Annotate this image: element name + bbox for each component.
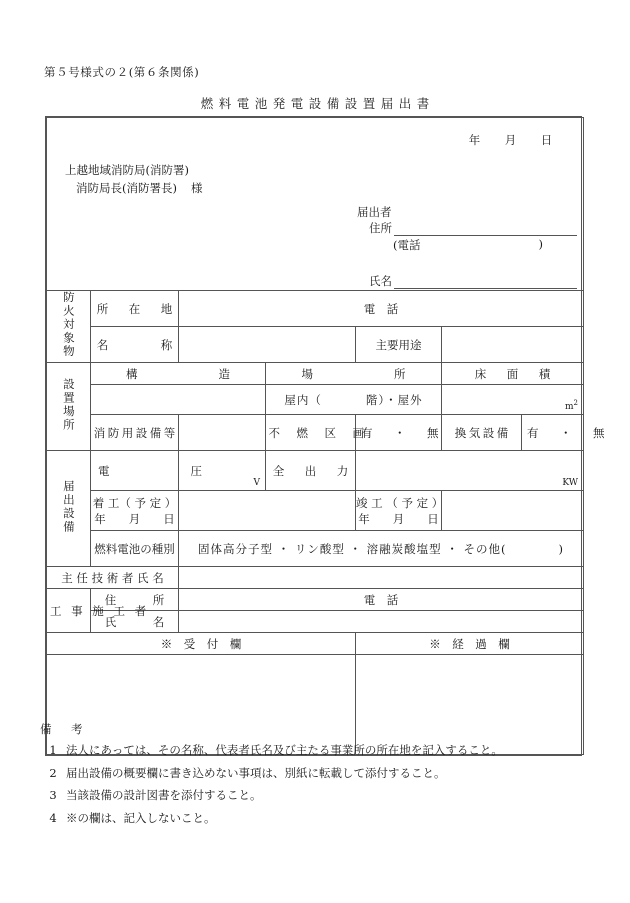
date-day-label: 日 <box>540 133 554 147</box>
install-place-row-label-cell <box>47 363 91 451</box>
fuelcell-type-options: 固体高分子型 ・ リン酸型 ・ 溶融炭酸塩型 ・ その他( <box>198 541 507 556</box>
voltage-label: 電 圧 <box>91 451 179 491</box>
fuelcell-type-options-cell[interactable] <box>179 531 584 567</box>
output-unit: KW <box>562 478 579 489</box>
structure-label: 構 造 <box>91 363 266 385</box>
office-use-heading-row <box>47 633 584 655</box>
contractor-row-label: 工 事 施 工 者 <box>47 589 91 633</box>
remark-item <box>40 765 600 781</box>
form-table-frame <box>45 116 610 756</box>
contractor-name-input[interactable] <box>179 611 584 633</box>
contractor-tel-cell[interactable] <box>179 589 584 611</box>
location-tel-label: 電 話 <box>363 301 399 316</box>
date-year-label: 年 <box>468 133 482 147</box>
ventilation-label: 換気設備 <box>442 415 522 451</box>
ventilation-value[interactable]: 有 ・ 無 <box>522 415 584 451</box>
object-name-label: 名 称 <box>91 327 179 363</box>
applicant-tel-close: ) <box>538 237 543 251</box>
contractor-tel-label: 電 話 <box>363 592 399 607</box>
finish-date-label <box>356 491 442 531</box>
place-indoor-outdoor-cell[interactable] <box>266 385 442 415</box>
finish-date-label-line1: 竣 工 （ 予 定 ） <box>356 495 444 510</box>
location-label: 所 在 地 <box>91 291 179 327</box>
remark-item <box>40 787 600 803</box>
contractor-name-row <box>47 611 584 633</box>
chief-engineer-input[interactable] <box>179 567 584 589</box>
contractor-name-label: 氏 名 <box>91 611 179 633</box>
applicant-title: 届出者 <box>357 205 392 219</box>
header-block <box>47 118 583 290</box>
notified-equipment-row-label-cell <box>47 451 91 567</box>
applicant-name-label: 氏名 <box>369 274 392 288</box>
applicant-address-row <box>347 220 577 236</box>
contractor-address-label: 住 所 <box>91 589 179 611</box>
protected-object-location-row <box>47 291 584 327</box>
finish-date-label-line2: 年 月 日 <box>358 511 439 526</box>
output-input[interactable] <box>356 451 584 491</box>
install-place-row-label: 設置場所 <box>61 377 76 432</box>
progress-label: ※ 経 過 欄 <box>356 633 584 655</box>
header-block-row <box>47 118 584 291</box>
applicant-tel-row <box>347 237 577 253</box>
indoor-suffix: 階）・屋外 <box>365 392 423 407</box>
notified-equipment-row-label: 届出設備 <box>61 479 76 534</box>
start-date-label-line2: 年 月 日 <box>94 511 175 526</box>
floor-area-label: 床 面 積 <box>442 363 584 385</box>
fuelcell-type-close: ) <box>558 541 564 556</box>
start-date-input[interactable] <box>179 491 356 531</box>
protected-object-row-label-cell <box>47 291 91 363</box>
applicant-name-row <box>347 273 577 289</box>
indoor-prefix: 屋内（ <box>284 392 322 407</box>
place-label: 場 所 <box>266 363 442 385</box>
remark-number: 2 <box>49 765 57 780</box>
document-title: 燃料電池発電設備設置届出書 <box>200 96 435 111</box>
floor-area-input[interactable] <box>442 385 584 415</box>
fire-equipment-label: 消防用設備等 <box>91 415 179 451</box>
applicant-address-input[interactable] <box>394 222 577 236</box>
remark-text: 届出設備の概要欄に書き込めない事項は、別紙に転載して添付すること。 <box>66 765 446 780</box>
addressee-line-2-wrap <box>65 180 202 198</box>
voltage-unit: V <box>253 478 260 489</box>
remarks-title: 備 考 <box>40 722 87 736</box>
addressee-honorific: 様 <box>190 180 203 195</box>
start-date-label <box>91 491 179 531</box>
remark-item <box>40 742 600 758</box>
addressee-line-2: 消防局長(消防署長) <box>76 180 177 195</box>
fire-equipment-input[interactable] <box>179 415 266 451</box>
protected-object-name-row <box>47 327 584 363</box>
applicant-tel-open: (電話 <box>393 238 421 252</box>
notified-equipment-power-row <box>47 451 584 491</box>
start-date-label-line1: 着 工（ 予 定 ） <box>92 495 177 510</box>
contractor-address-row <box>47 589 584 611</box>
fuelcell-type-row <box>47 531 584 567</box>
main-use-input[interactable] <box>442 327 584 363</box>
finish-date-input[interactable] <box>442 491 584 531</box>
remark-text: 当該設備の設計図書を添付すること。 <box>66 788 262 803</box>
date-month-label: 月 <box>504 133 518 147</box>
object-name-input[interactable] <box>179 327 356 363</box>
remarks-section <box>40 721 600 832</box>
form-table <box>46 117 610 755</box>
install-place-values-row <box>47 385 584 415</box>
reception-label: ※ 受 付 欄 <box>47 633 356 655</box>
remark-item <box>40 810 600 826</box>
structure-input[interactable] <box>91 385 266 415</box>
applicant-address-label: 住所 <box>369 221 392 235</box>
output-label: 全 出 力 <box>266 451 356 491</box>
remark-text: ※の欄は、記入しないこと。 <box>66 810 216 825</box>
remark-number: 1 <box>49 743 57 757</box>
remark-number: 3 <box>49 788 57 803</box>
applicant-name-input[interactable] <box>394 275 577 289</box>
applicant-block <box>347 204 577 289</box>
chief-engineer-label: 主 任 技 術 者 氏 名 <box>47 567 179 589</box>
noncombustible-label: 不 燃 区 画 <box>266 415 356 451</box>
protected-object-row-label: 防火対象物 <box>61 291 76 359</box>
addressee-line-1: 上越地域消防局(消防署) <box>65 163 189 177</box>
remark-number: 4 <box>49 810 57 825</box>
main-use-label: 主要用途 <box>356 327 442 363</box>
fuelcell-type-label: 燃料電池の種別 <box>91 531 179 567</box>
addressee-block <box>65 162 202 198</box>
location-tel-cell[interactable] <box>179 291 584 327</box>
form-number: 第５号様式の２(第６条関係) <box>44 65 200 79</box>
notified-equipment-schedule-row <box>47 491 584 531</box>
voltage-input[interactable] <box>179 451 266 491</box>
install-place-equipment-row <box>47 415 584 451</box>
floor-area-unit: $m^2$ <box>565 399 579 413</box>
chief-engineer-row <box>47 567 584 589</box>
noncombustible-value[interactable]: 有 ・ 無 <box>356 415 442 451</box>
remark-text: 法人にあっては、その名称、代表者氏名及び主たる事業所の所在地を記入すること。 <box>66 743 503 757</box>
header-block-cell <box>47 118 584 291</box>
install-place-heading-row <box>47 363 584 385</box>
applicant-tel-input[interactable] <box>421 237 539 253</box>
date-line <box>457 132 565 148</box>
